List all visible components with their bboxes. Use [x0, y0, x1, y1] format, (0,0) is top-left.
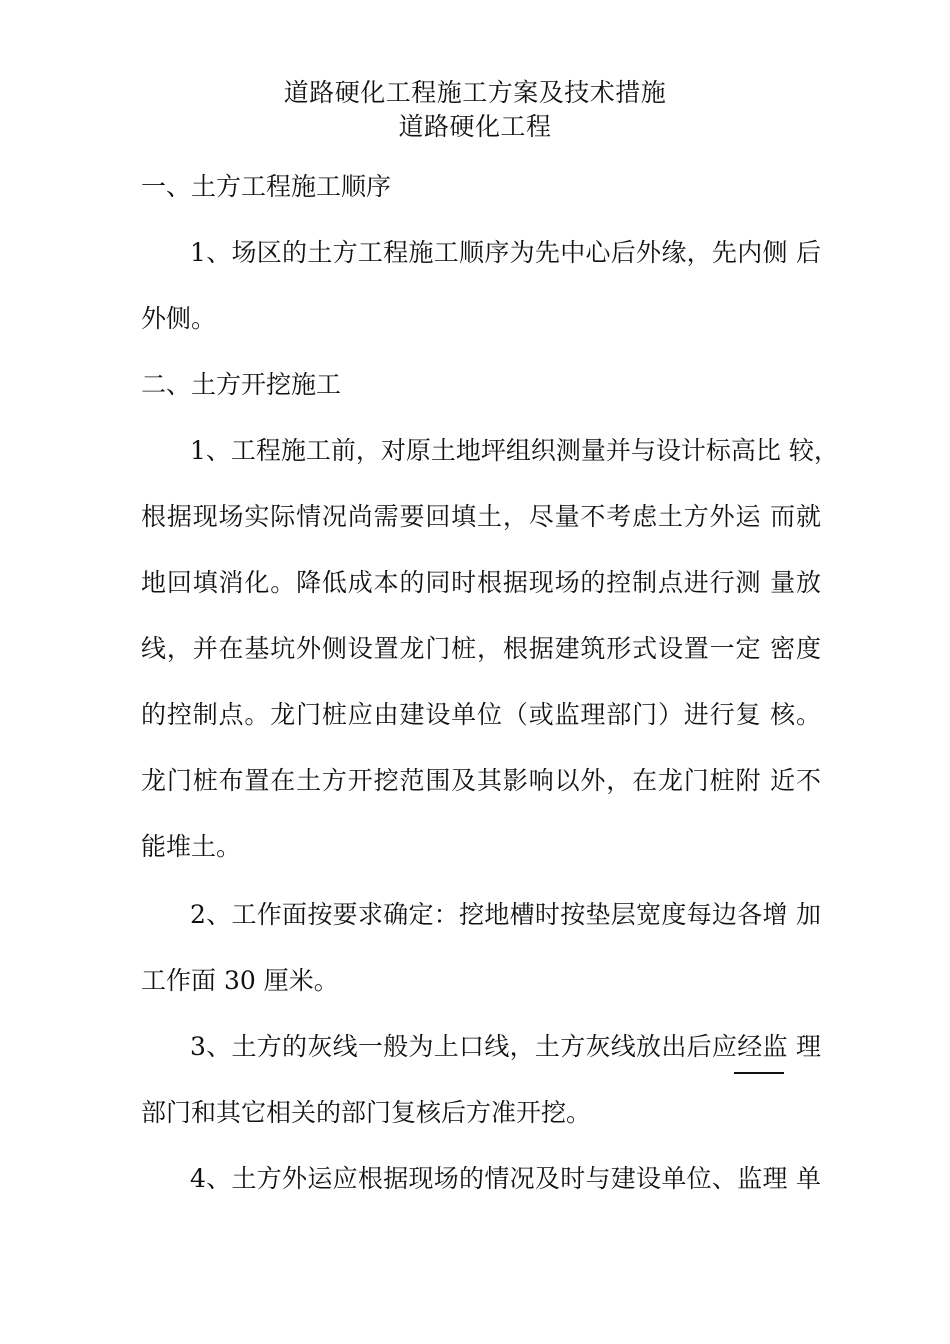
section-heading-1: 一、土方工程施工顺序 [141, 172, 392, 201]
paragraph-line: 3、土方的灰线一般为上口线，土方灰线放出后应经监 理 [190, 1032, 821, 1061]
document-title: 道路硬化工程施工方案及技术措施 [283, 78, 667, 107]
paragraph-line: 的控制点。龙门桩应由建设单位（或监理部门）进行复 核。 [141, 700, 821, 729]
paragraph-line: 线，并在基坑外侧设置龙门桩，根据建筑形式设置一定 密度 [141, 634, 821, 663]
document-subtitle: 道路硬化工程 [398, 112, 552, 141]
underline-mark [734, 1072, 784, 1074]
section-heading-2: 二、土方开挖施工 [141, 370, 342, 399]
paragraph-line: 1、场区的土方工程施工顺序为先中心后外缘，先内侧 后 [190, 238, 821, 267]
paragraph-line: 1、工程施工前，对原土地坪组织测量并与设计标高比 较， [190, 436, 839, 465]
paragraph-line: 工作面 30 厘米。 [141, 966, 339, 995]
paragraph-line: 4、土方外运应根据现场的情况及时与建设单位、监理 单 [190, 1164, 821, 1193]
paragraph-line: 龙门桩布置在土方开挖范围及其影响以外，在龙门桩附 近不 [141, 766, 821, 795]
paragraph-line: 外侧。 [141, 304, 217, 333]
paragraph-line: 2、工作面按要求确定：挖地槽时按垫层宽度每边各增 加 [190, 900, 821, 929]
paragraph-line: 地回填消化。降低成本的同时根据现场的控制点进行测 量放 [141, 568, 821, 597]
paragraph-line: 能堆土。 [141, 832, 242, 861]
paragraph-line: 根据现场实际情况尚需要回填土，尽量不考虑土方外运 而就 [141, 502, 821, 531]
paragraph-line: 部门和其它相关的部门复核后方准开挖。 [141, 1098, 592, 1127]
